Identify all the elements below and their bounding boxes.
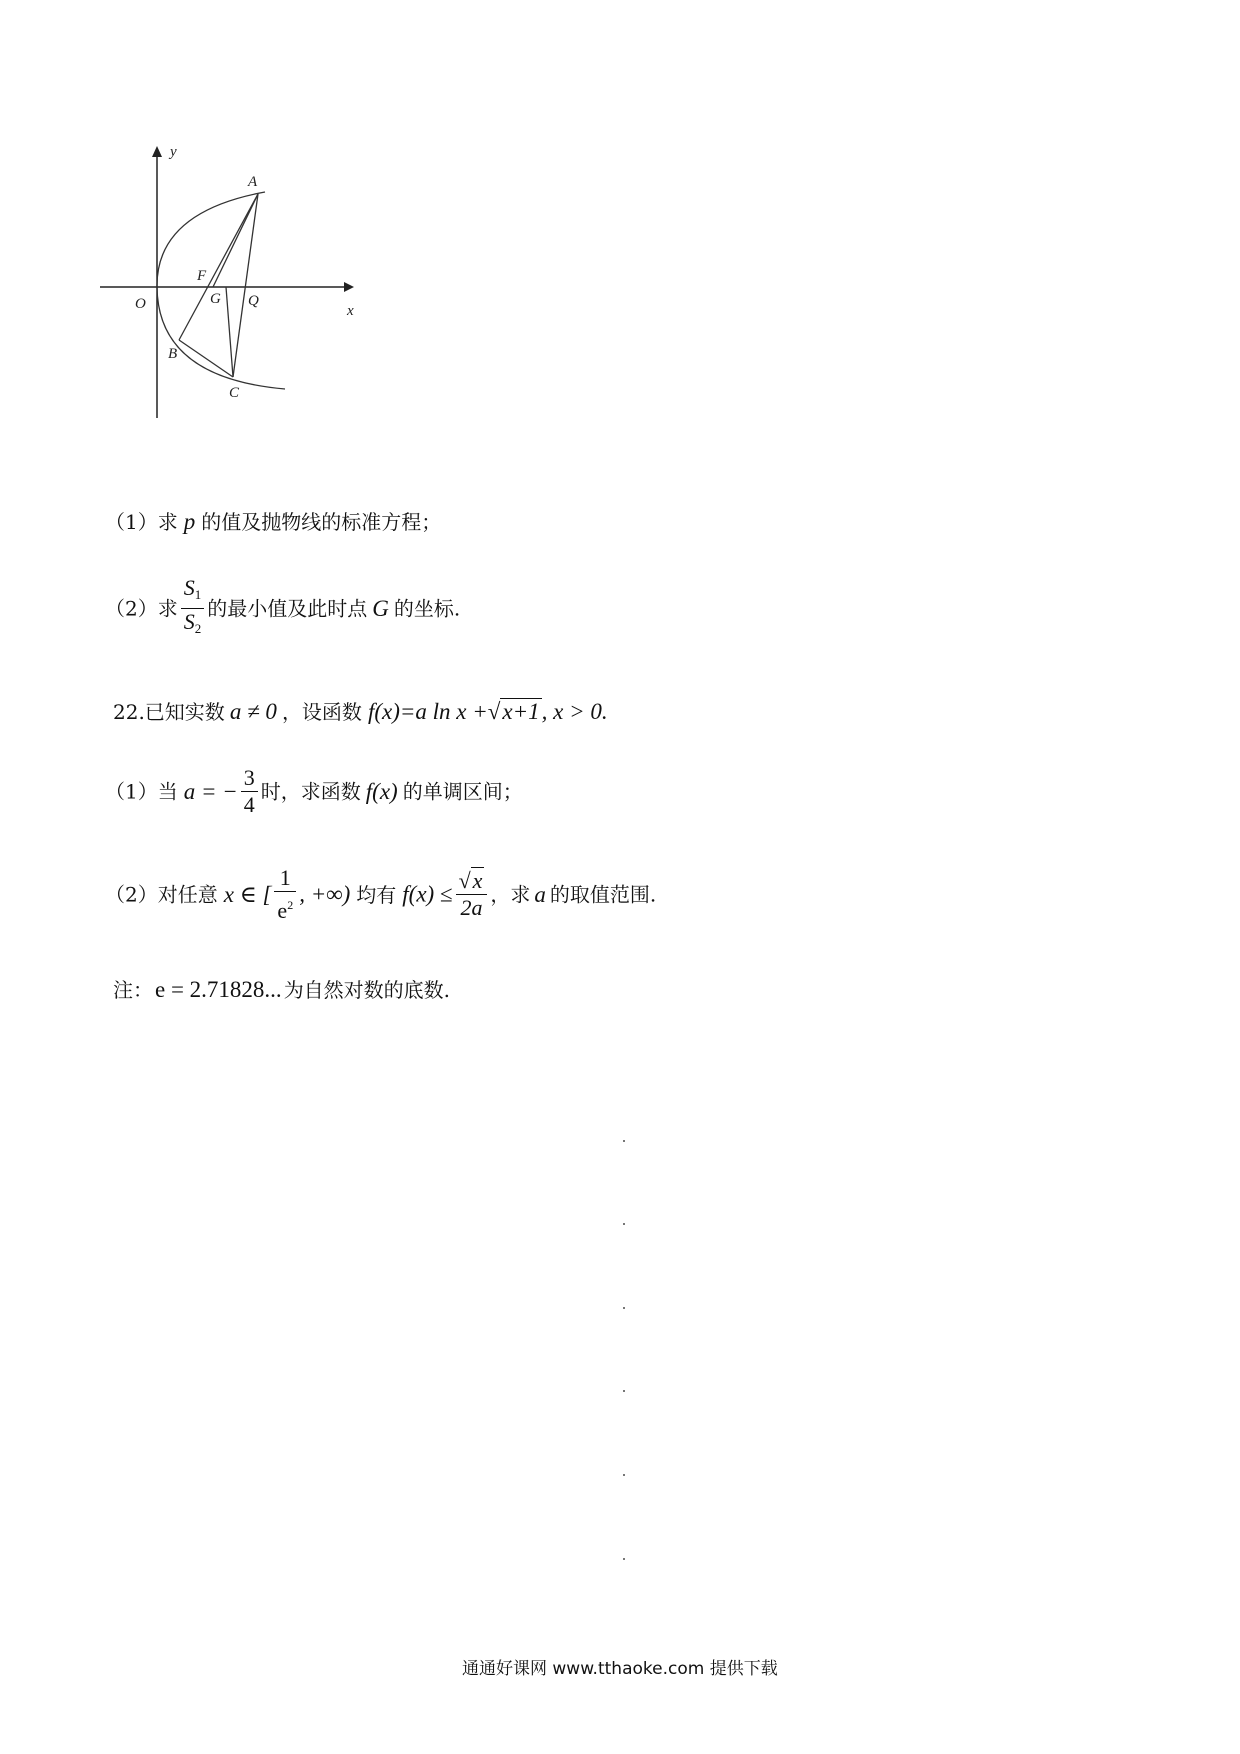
- q22-part2-xin: x ∈ [: [223, 881, 272, 907]
- fraction-denominator: $e^2$: [277, 898, 294, 923]
- fraction-denominator: $S_2$: [183, 609, 202, 636]
- sqrt-x-plus-1: √x+1: [487, 699, 540, 724]
- label-O: O: [135, 296, 146, 312]
- fraction-s1-s2: [181, 575, 205, 642]
- q22-tail: , x > 0.: [541, 699, 608, 724]
- parabola-figure: [100, 140, 370, 430]
- note-expr: e = 2.71828...: [155, 977, 282, 1002]
- note-prefix: 注：: [113, 978, 153, 1002]
- q22-part1-func: f(x): [365, 778, 398, 804]
- q21-part1: [105, 510, 441, 534]
- q22-part2-prefix: （2）对任意: [105, 882, 218, 907]
- q22-part2-mid: 均有: [356, 882, 397, 907]
- scan-dot: [623, 1307, 625, 1309]
- q21-part1-prefix: （1）求: [105, 510, 178, 534]
- label-x: x: [347, 303, 354, 319]
- label-B: B: [168, 346, 178, 362]
- fraction-numerator: √x: [456, 868, 488, 895]
- scan-dot: [623, 1140, 625, 1142]
- note-suffix: 为自然对数的底数.: [283, 978, 451, 1002]
- q21-part2-prefix: （2）求: [105, 596, 178, 621]
- q22-mid: ，设函数: [281, 700, 362, 724]
- fraction-denominator: 4: [243, 792, 255, 817]
- note-line: [113, 978, 450, 1002]
- segment-AB: [179, 194, 258, 340]
- label-G: G: [210, 291, 221, 307]
- q22-cond: a ≠ 0: [229, 699, 277, 724]
- scan-dot: [623, 1223, 625, 1225]
- q22-part1-prefix: （1）当: [105, 779, 178, 804]
- q22-prefix: 22.已知实数: [113, 700, 225, 724]
- label-A: A: [248, 174, 258, 190]
- q21-part2: [105, 575, 460, 642]
- q22-part1-end: 的单调区间；: [402, 779, 523, 804]
- q22-part2-ineq: f(x) ≤: [402, 881, 453, 907]
- var-a: a: [534, 881, 546, 907]
- q22-part2-suffix: ，求: [490, 882, 531, 907]
- y-axis-arrow: [152, 146, 162, 157]
- fraction-1-over-e2: [274, 865, 296, 924]
- q22-part2: [105, 865, 656, 924]
- fraction-numerator: $S_1$: [181, 575, 205, 609]
- label-y: y: [170, 144, 177, 160]
- fraction-numerator: 1: [274, 865, 296, 892]
- q21-part1-suffix: 的值及抛物线的标准方程；: [201, 510, 442, 534]
- fraction-numerator: 3: [241, 765, 258, 792]
- fraction-denominator: 2a: [460, 895, 483, 920]
- q22-part1-suffix: 时，求函数: [260, 779, 361, 804]
- segment-GC: [226, 287, 233, 377]
- q22-stem: [113, 700, 608, 724]
- q22-part1: [105, 765, 523, 818]
- q21-part2-mid: 的最小值及此时点: [207, 596, 368, 621]
- var-p: p: [183, 509, 196, 534]
- label-Q: Q: [248, 293, 259, 309]
- q22-part2-interval-end: , +∞): [299, 881, 351, 907]
- q22-func: f(x)=a ln x +: [367, 699, 488, 724]
- scan-dot: [623, 1390, 625, 1392]
- fraction-sqrtx-over-2a: [456, 868, 488, 921]
- segment-AC: [233, 194, 258, 377]
- scan-dot: [623, 1558, 625, 1560]
- var-G: G: [372, 595, 389, 621]
- scan-dot: [623, 1474, 625, 1476]
- q22-part1-lhs: a = −: [183, 778, 238, 804]
- segment-BC: [179, 340, 233, 377]
- x-axis-arrow: [344, 282, 354, 292]
- q22-part2-end: 的取值范围.: [549, 882, 657, 907]
- q21-part2-suffix: 的坐标.: [393, 596, 461, 621]
- label-F: F: [197, 268, 207, 284]
- page-footer: 通通好课网 www.tthaoke.com 提供下载: [462, 1659, 778, 1679]
- fraction-3-4: [241, 765, 258, 818]
- label-C: C: [229, 385, 240, 401]
